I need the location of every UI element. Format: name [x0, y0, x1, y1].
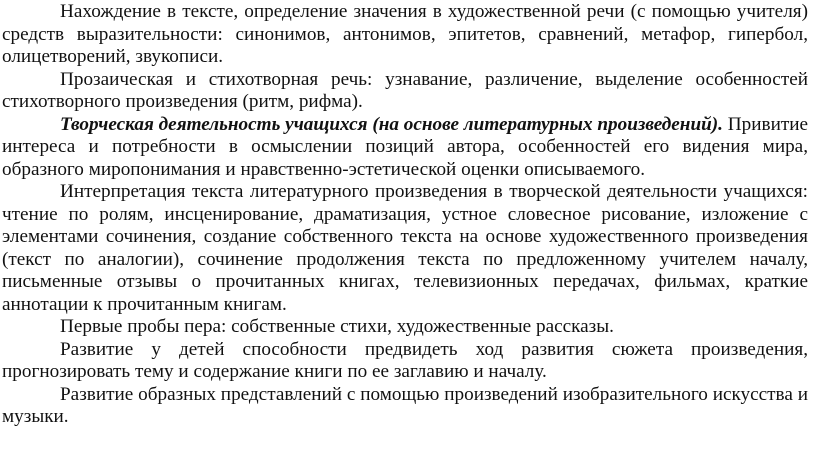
paragraph-plot-prediction: [2, 339, 808, 384]
paragraph-expressive-means: [2, 1, 808, 69]
paragraph-first-attempts: [2, 316, 808, 339]
paragraph-text: Нахождение в тексте, определение значения в художественной речи (с помощью учителя) средств выразительности: синонимов, антонимов, эпитетов, сравнений, метафор, гипербол, олицетворений, звукописи.: [2, 1, 808, 67]
paragraph-text: Интерпретация текста литературного произведения в творческой деятельности учащихся: чтение по ролям, инсценирование, драматизация, устное словесное рисование, изложение с элементами сочинения, создание собственного текста на основе художественного произведения (текст по аналогии), сочинение продолжения текста по предложенному учителем началу, письменные отзывы о прочитанных книгах, телевизионных передачах, фильмах, краткие аннотации к прочитанным книгам.: [2, 181, 808, 315]
paragraph-text: Привитие интереса и потребности в осмыслении позиций автора, особенностей его видения мира, образного миропонимания и нравственно-эстетической оценки описываемого.: [2, 113, 809, 180]
paragraph-text: Прозаическая и стихотворная речь: узнавание, различение, выделение особенностей стихотворного произведения (ритм, рифма).: [2, 68, 808, 112]
paragraph-art-and-music: [2, 384, 808, 429]
paragraph-text: Первые пробы пера: собственные стихи, художественные рассказы.: [60, 316, 614, 337]
paragraph-text: Развитие у детей способности предвидеть ход развития сюжета произведения, прогнозировать тему и содержание книги по ее заглавию и началу.: [2, 338, 808, 382]
paragraph-text-interpretation: [2, 181, 808, 316]
paragraph-creative-activity: [2, 114, 808, 182]
section-heading: Творческая деятельность учащихся (на основе литературных произведений).: [60, 113, 723, 135]
paragraph-text: Развитие образных представлений с помощью произведений изобразительного искусства и музыки.: [2, 383, 808, 427]
paragraph-prose-and-verse: [2, 69, 808, 114]
